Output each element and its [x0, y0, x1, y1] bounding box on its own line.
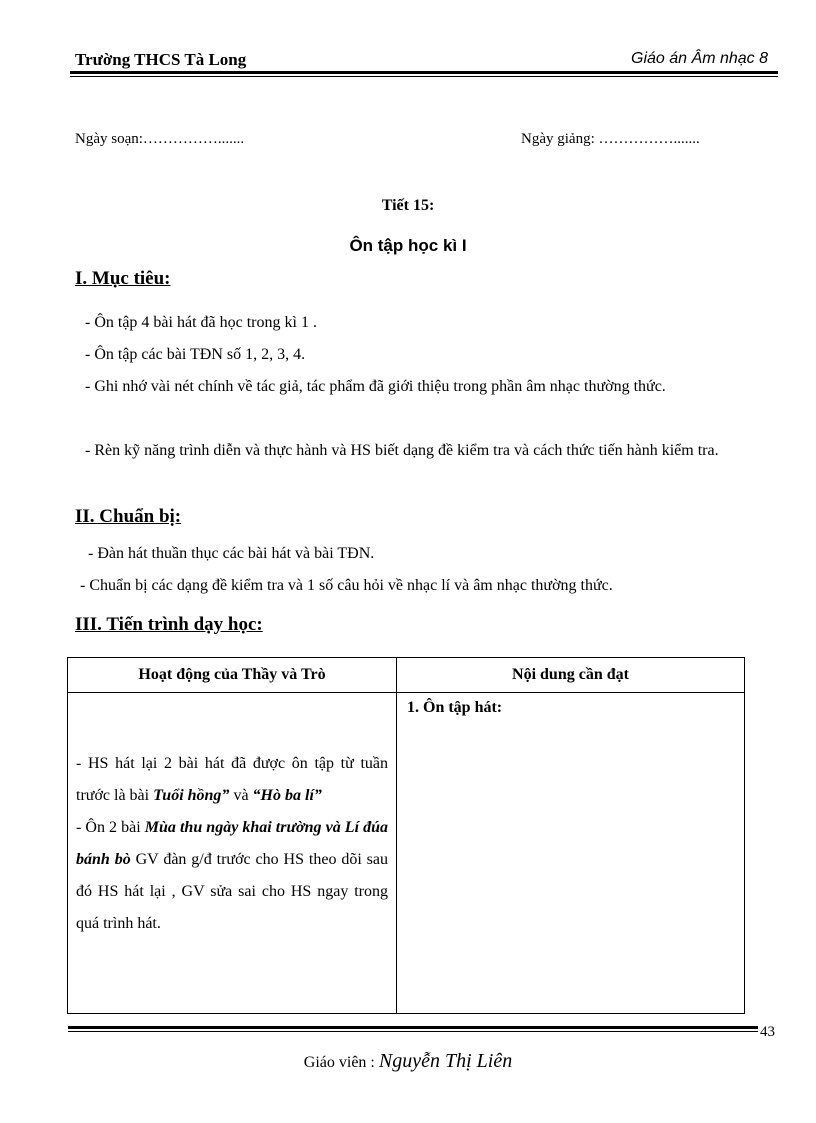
objective-item: - Ghi nhớ vài nét chính về tác giả, tác phẩm đã giới thiệu trong phần âm nhạc thường thức.	[85, 378, 666, 395]
song-title: “Hò ba lí”	[252, 787, 322, 804]
section-objectives-heading: I. Mục tiêu:	[75, 268, 171, 289]
activity-text: và	[229, 787, 253, 804]
objective-item: - Rèn kỹ năng trình diễn và thực hành và HS biết dạng đề kiểm tra và cách thức tiến hành kiểm tra.	[85, 442, 719, 459]
song-title: Mùa thu ngày khai trường và Lí đúa bánh bò	[76, 819, 389, 868]
teacher-name: Nguyễn Thị Liên	[378, 1050, 513, 1072]
objective-item: - Ôn tập 4 bài hát đã học trong kì 1 .	[85, 314, 317, 331]
subject-title: Giáo án Âm nhạc 8	[631, 50, 768, 67]
activity-text: - Ôn 2 bài	[76, 819, 145, 836]
section-procedure-heading: III. Tiến trình dạy học:	[75, 614, 263, 635]
teaching-date: Ngày giảng: …………….......	[521, 131, 700, 147]
page-number: 43	[760, 1024, 775, 1040]
header-rule-thin	[70, 76, 778, 77]
preparation-item: - Chuẩn bị các dạng đề kiểm tra và 1 số câu hỏi về nhạc lí và âm nhạc thường thức.	[80, 577, 613, 594]
teacher-label: Giáo viên :	[303, 1054, 379, 1071]
objective-item: - Ôn tập các bài TĐN số 1, 2, 3, 4.	[85, 346, 306, 363]
activities-text	[76, 748, 388, 940]
school-name: Trường THCS Tà Long	[75, 50, 247, 69]
preparation-item: - Đàn hát thuần thục các bài hát và bài TĐN.	[88, 545, 375, 562]
teacher-signature	[0, 1050, 816, 1073]
lesson-title: Ôn tập học kì I	[349, 236, 467, 255]
section-preparation-heading: II. Chuẩn bị:	[75, 506, 182, 527]
lesson-table	[67, 657, 745, 1014]
activity-text: GV đàn g/đ trước cho HS theo dõi sau đó HS hát lại , GV sửa sai cho HS ngay trong quá trình hát.	[76, 851, 389, 932]
content-item: 1. Ôn tập hát:	[407, 699, 503, 716]
song-title: Tuổi hồng”	[153, 787, 230, 804]
column-header-activities: Hoạt động của Thầy và Trò	[68, 658, 397, 693]
column-header-content: Nội dung cần đạt	[397, 658, 745, 693]
footer-rule-thick	[68, 1026, 758, 1029]
activities-cell	[68, 693, 397, 1014]
footer-rule-thin	[68, 1031, 758, 1032]
lesson-number: Tiết 15:	[381, 197, 435, 214]
activity-text: - HS hát lại 2 bài hát đã được ôn tập từ tuần trước là bài	[76, 755, 388, 804]
content-cell	[397, 693, 745, 1014]
header-rule-thick	[70, 71, 778, 74]
prepared-date: Ngày soạn:…………….......	[75, 131, 245, 147]
